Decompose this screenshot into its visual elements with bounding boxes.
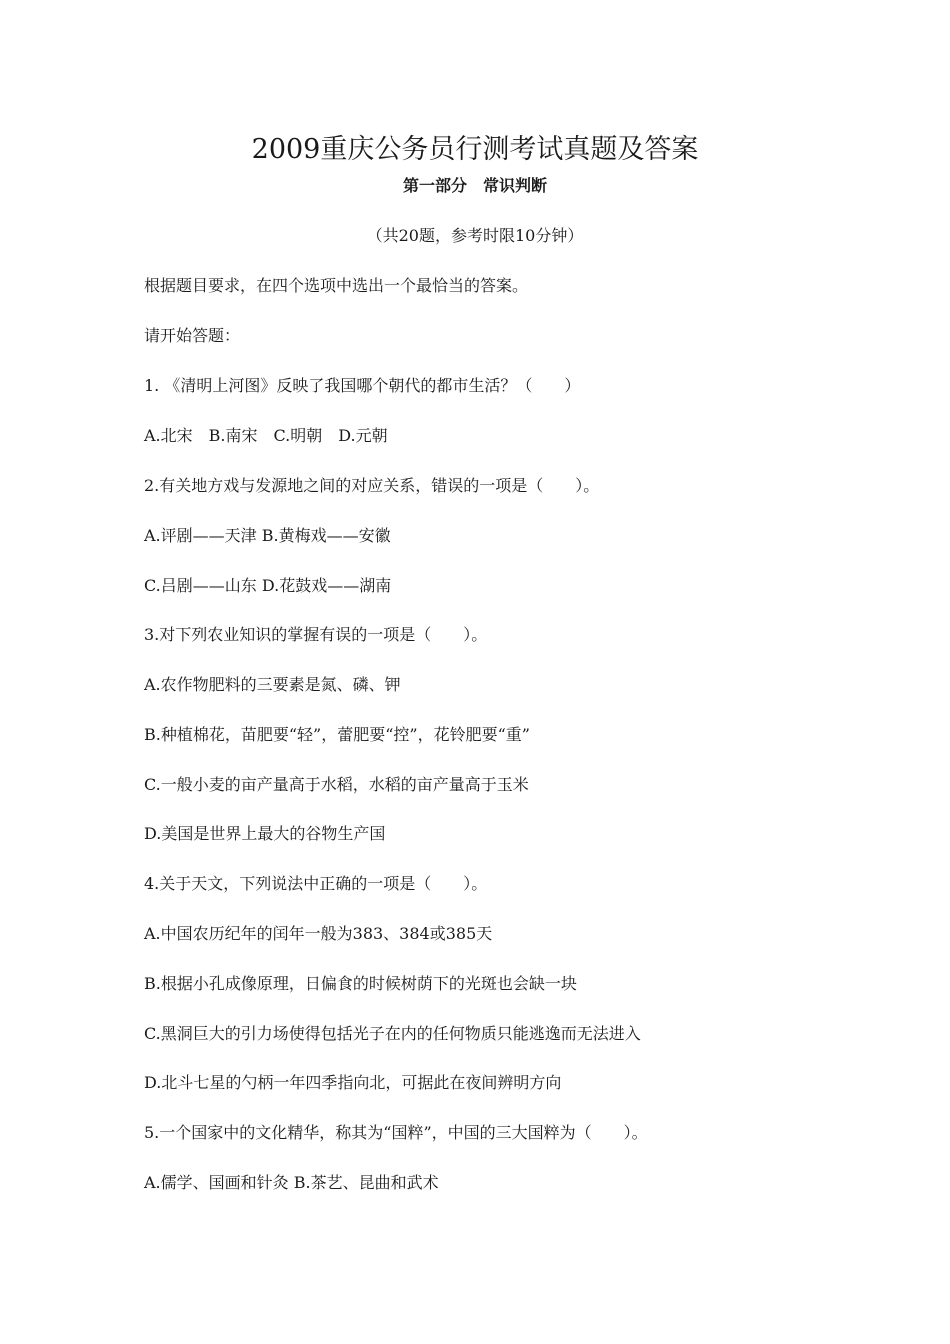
document-title: 2009重庆公务员行测考试真题及答案 bbox=[251, 134, 699, 165]
question-4-option-d: D.北斗七星的勺柄一年四季指向北，可据此在夜间辨明方向 bbox=[144, 1073, 562, 1092]
question-1-options: A.北宋 B.南宋 C.明朝 D.元朝 bbox=[144, 426, 388, 445]
question-4-option-c: C.黑洞巨大的引力场使得包括光子在内的任何物质只能逃逸而无法进入 bbox=[144, 1024, 641, 1043]
start-prompt: 请开始答题： bbox=[144, 326, 241, 345]
question-3-option-d: D.美国是世界上最大的谷物生产国 bbox=[144, 824, 386, 843]
question-3-option-b: B.种植棉花，苗肥要“轻”，蕾肥要“控”，花铃肥要“重” bbox=[144, 725, 530, 744]
time-limit-note: （共20题，参考时限10分钟） bbox=[366, 226, 584, 245]
question-3-option-c: C.一般小麦的亩产量高于水稻，水稻的亩产量高于玉米 bbox=[144, 775, 529, 794]
question-2: 2.有关地方戏与发源地之间的对应关系，错误的一项是（ ）。 bbox=[144, 476, 600, 495]
question-3: 3.对下列农业知识的掌握有误的一项是（ ）。 bbox=[144, 625, 488, 644]
question-4: 4.关于天文，下列说法中正确的一项是（ ）。 bbox=[144, 874, 488, 893]
question-1: 1. 《清明上河图》反映了我国哪个朝代的都市生活？（ ） bbox=[144, 376, 581, 395]
question-2-options-cd: C.吕剧——山东 D.花鼓戏——湖南 bbox=[144, 576, 392, 595]
section-heading: 第一部分 常识判断 bbox=[402, 176, 547, 195]
question-4-option-a: A.中国农历纪年的闰年一般为383、384或385天 bbox=[144, 924, 493, 943]
question-4-option-b: B.根据小孔成像原理，日偏食的时候树荫下的光斑也会缺一块 bbox=[144, 974, 577, 993]
question-2-options-ab: A.评剧——天津 B.黄梅戏——安徽 bbox=[144, 526, 391, 545]
question-5: 5.一个国家中的文化精华，称其为“国粹”，中国的三大国粹为（ ）。 bbox=[144, 1123, 648, 1142]
question-5-options-ab: A.儒学、国画和针灸 B.茶艺、昆曲和武术 bbox=[144, 1173, 439, 1192]
question-3-option-a: A.农作物肥料的三要素是氮、磷、钾 bbox=[144, 675, 401, 694]
instruction-text: 根据题目要求，在四个选项中选出一个最恰当的答案。 bbox=[144, 276, 529, 295]
